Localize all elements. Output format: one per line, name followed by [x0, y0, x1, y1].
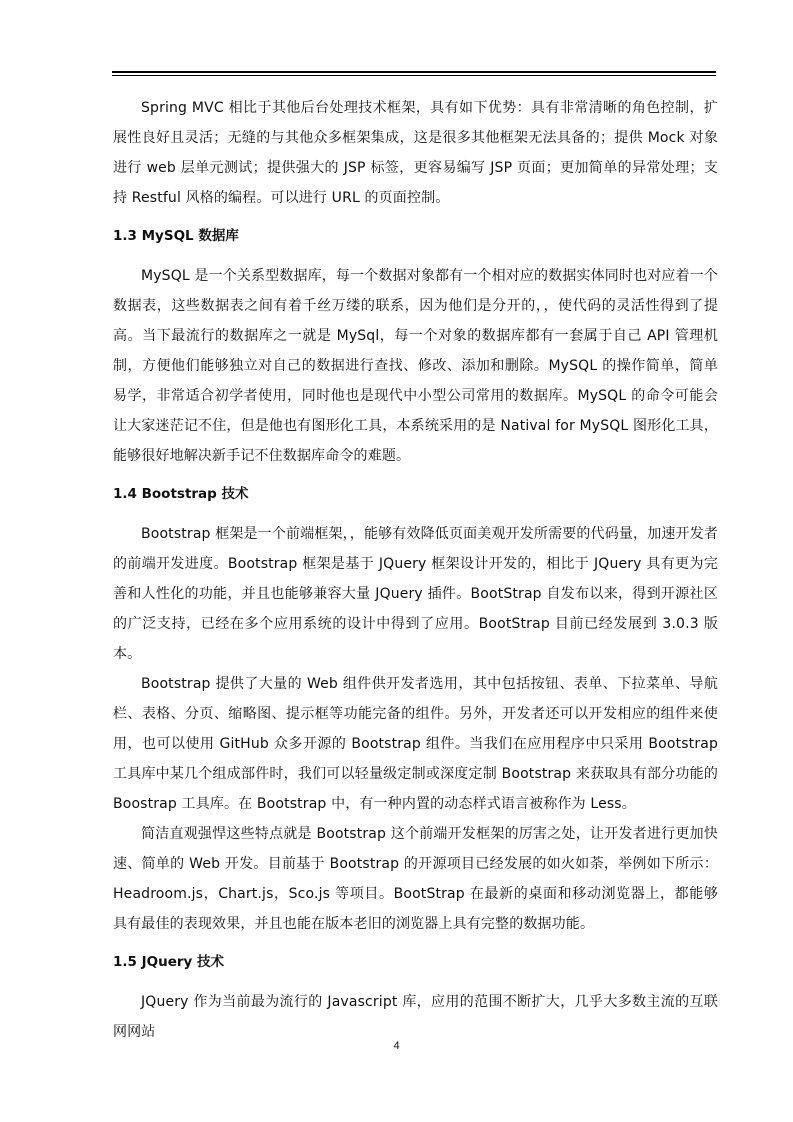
- header-rule-thin: [112, 75, 716, 76]
- paragraph-bootstrap-intro: Bootstrap 框架是一个前端框架，，能够有效降低页面美观开发所需要的代码量，加速开发者的前端开发进度。Bootstrap 框架是基于 JQuery 框架设计开发的，相比于 JQuery 具有更为完善和人性化的功能，并且也能够兼容大量 JQuery 插件。BootStrap 自发布以来，得到开源社区的广泛支持，已经在多个应用系统的设计中得到了应用。BootStrap 目前已经发展到 3.0.3 版本。: [113, 526, 718, 662]
- page-body: [113, 93, 718, 1047]
- paragraph-jquery: JQuery 作为当前最为流行的 Javascript 库，应用的范围不断扩大，几乎大多数主流的互联网网站: [113, 994, 718, 1040]
- section-heading-mysql: 1.3 MySQL 数据库: [113, 228, 239, 244]
- paragraph-spring-mvc: Spring MVC 相比于其他后台处理技术框架，具有如下优势：具有非常清晰的角色控制，扩展性良好且灵活；无缝的与其他众多框架集成，这是很多其他框架无法具备的；提供 Mock 对象进行 web 层单元测试；提供强大的 JSP 标签，更容易编写 JSP 页面；更加简单的异常处理；支持 Restful 风格的编程。可以进行 URL 的页面控制。: [113, 100, 718, 206]
- paragraph-bootstrap-components: Bootstrap 提供了大量的 Web 组件供开发者选用，其中包括按钮、表单、下拉菜单、导航栏、表格、分页、缩略图、提示框等功能完备的组件。另外，开发者还可以开发相应的组件来使用，也可以使用 GitHub 众多开源的 Bootstrap 组件。当我们在应用程序中只采用 Bootstrap 工具库中某几个组成部件时，我们可以轻量级定制或深度定制 Bootstrap 来获取具有部分功能的 Boostrap 工具库。在 Bootstrap 中，有一种内置的动态样式语言被称作为 Less。: [113, 676, 718, 812]
- paragraph-bootstrap-features: 简洁直观强悍这些特点就是 Bootstrap 这个前端开发框架的厉害之处，让开发者进行更加快速、简单的 Web 开发。目前基于 Bootstrap 的开源项目已经发展的如火如荼，举例如下所示：Headroom.js，Chart.js，Sco.js 等项目。BootStrap 在最新的桌面和移动浏览器上，都能够具有最佳的表现效果，并且也能在版本老旧的浏览器上具有完整的数据功能。: [113, 826, 718, 932]
- header-rule-thick: [112, 71, 716, 73]
- page-number: 4: [393, 1040, 400, 1052]
- section-heading-bootstrap: 1.4 Bootstrap 技术: [113, 486, 249, 502]
- paragraph-mysql: MySQL 是一个关系型数据库，每一个数据对象都有一个相对应的数据实体同时也对应着一个数据表，这些数据表之间有着千丝万缕的联系，因为他们是分开的，，使代码的灵活性得到了提高。当下最流行的数据库之一就是 MySql，每一个对象的数据库都有一套属于自己 API 管理机制，方便他们能够独立对自己的数据进行查找、修改、添加和删除。MySQL 的操作简单，简单易学，非常适合初学者使用，同时他也是现代中小型公司常用的数据库。MySQL 的命令可能会让大家迷茫记不住，但是他也有图形化工具，本系统采用的是 Natival for MySQL 图形化工具，能够很好地解决新手记不住数据库命令的难题。: [113, 268, 718, 464]
- section-heading-jquery: 1.5 JQuery 技术: [113, 954, 225, 970]
